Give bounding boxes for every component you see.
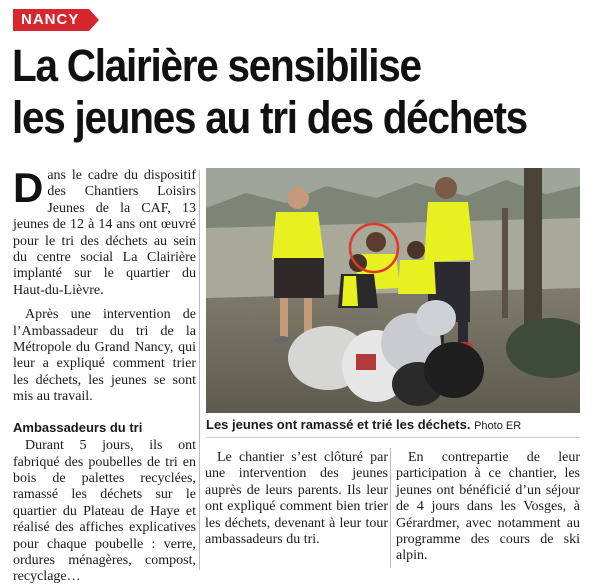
headline-line-2: les jeunes au tri des déchets: [12, 92, 527, 143]
photo-credit: Photo ER: [474, 420, 522, 432]
photo-illustration: [206, 168, 580, 413]
paragraph-4: Le chantier s’est clôturé par une intervention des jeunes auprès de leurs parents. Ils leur ont expliqué comment bien trier les déchets, devenant à leur tour ambassadeurs du tri.: [205, 450, 388, 548]
section-kicker: NANCY: [13, 9, 89, 31]
column-divider-2: [390, 448, 391, 568]
subheading: Ambassadeurs du tri: [13, 419, 143, 435]
paragraph-2: Après une intervention de l’Ambassadeur du tri de la Métropole du Grand Nancy, qui leur a expliqué comment trier les déchets, les jeunes se sont mis au travail.: [13, 307, 196, 405]
headline: [12, 40, 534, 144]
article-column-2: [205, 450, 388, 548]
lead-text: ans le cadre du dispositif des Chantiers Loisirs Jeunes de la CAF, 13 jeunes de 12 à 14 ans ont œuvré pour le tri des déchets au sein du centre social La Clairière implanté sur le quartier du Haut-du-Lièvre.: [13, 168, 196, 298]
article-column-1: [13, 164, 196, 586]
paragraph-5: En contrepartie de leur participation à ce chantier, les jeunes ont bénéficié d’un séjour de 4 jours dans les Vosges, à Gérardmer, avec notamment au programme des cours de ski alpin.: [396, 450, 580, 564]
column-divider: [199, 170, 200, 570]
article-photo: [206, 168, 580, 413]
caption-divider: [206, 437, 580, 438]
headline-line-1: La Clairière sensibilise: [12, 40, 421, 91]
article-column-3: [396, 450, 580, 565]
caption-text: Les jeunes ont ramassé et trié les déchets.: [206, 417, 471, 432]
photo-caption: [206, 417, 586, 432]
lead-paragraph: [13, 164, 196, 299]
paragraph-3: Durant 5 jours, ils ont fabriqué des poubelles de tri en bois de palettes recyclées, ramassé les déchets sur le quartier du Plateau de Haye et réalisé des affiches explicatives pour chaque poubelle : verre, ordures ménagères, compost, recyclage…: [13, 438, 196, 585]
drop-cap: D: [13, 164, 44, 211]
